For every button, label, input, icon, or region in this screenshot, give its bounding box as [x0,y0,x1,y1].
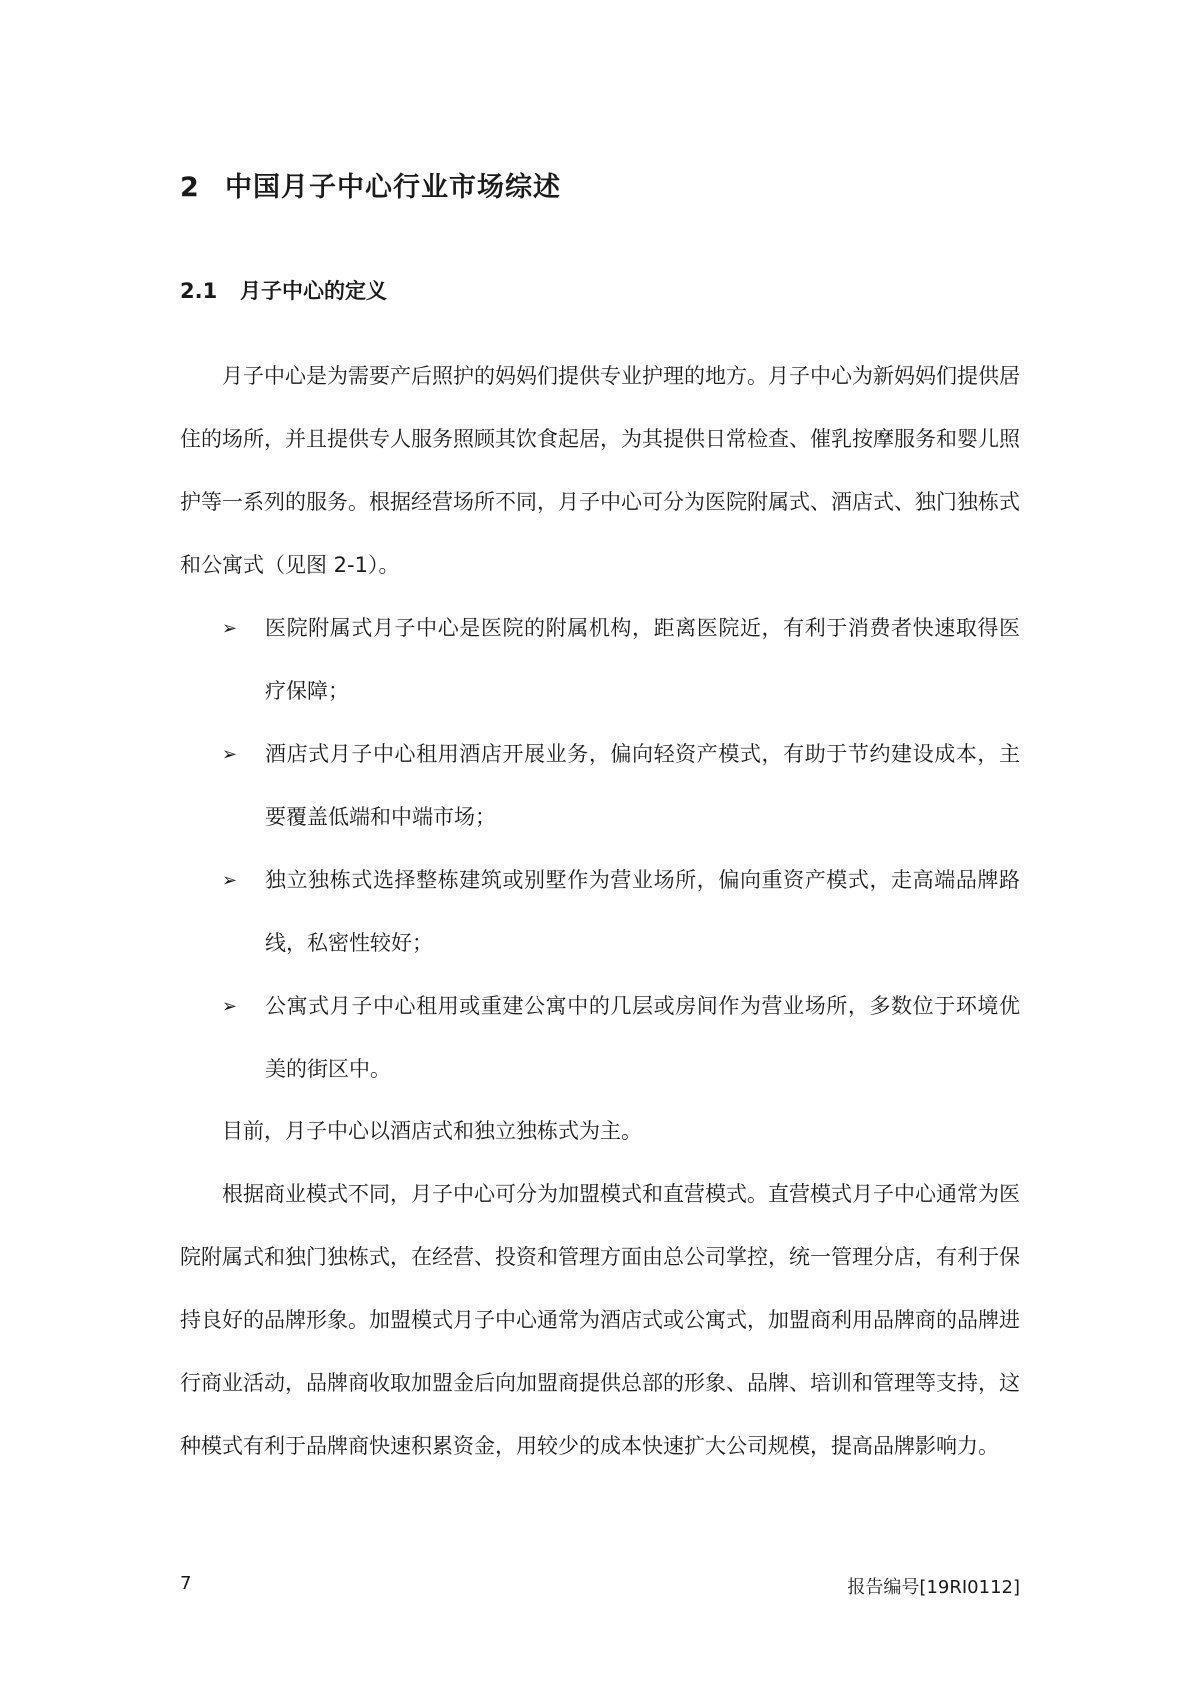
section-title: 中国月子中心行业市场综述 [225,172,561,203]
paragraph-definition: 月子中心是为需要产后照护的妈妈们提供专业护理的地方。月子中心为新妈妈们提供居住的场所，并且提供专人服务照顾其饮食起居，为其提供日常检查、催乳按摩服务和婴儿照护等一系列的服务。根据经营场所不同，月子中心可分为医院附属式、酒店式、独门独栋式和公寓式（见图 2-1）。 [180,364,1020,577]
list-item [180,975,1020,1101]
list-item [180,597,1020,723]
section-number: 2 [180,172,200,203]
section-heading [180,165,561,204]
arrow-bullet-icon: ➢ [222,996,238,1017]
page-number: 7 [180,1573,192,1594]
arrow-bullet-icon: ➢ [222,744,238,765]
list-item-text: 独立独栋式选择整栋建筑或别墅作为营业场所，偏向重资产模式，走高端品牌路线，私密性较好； [265,868,1020,955]
list-item-text: 酒店式月子中心租用酒店开展业务，偏向轻资产模式，有助于节约建设成本，主要覆盖低端和中端市场； [265,742,1020,829]
list-item-text: 医院附属式月子中心是医院的附属机构，距离医院近，有利于消费者快速取得医疗保障； [265,616,1020,703]
paragraph-business-model: 根据商业模式不同，月子中心可分为加盟模式和直营模式。直营模式月子中心通常为医院附属式和独门独栋式，在经营、投资和管理方面由总公司掌控，统一管理分店，有利于保持良好的品牌形象。加盟模式月子中心通常为酒店式或公寓式，加盟商利用品牌商的品牌进行商业活动，品牌商收取加盟金后向加盟商提供总部的形象、品牌、培训和管理等支持，这种模式有利于品牌商快速积累资金，用较少的成本快速扩大公司规模，提高品牌影响力。 [180,1182,1020,1458]
bullet-list [180,597,1020,1101]
list-item [180,849,1020,975]
paragraph-current-status: 目前，月子中心以酒店式和独立独栋式为主。 [222,1119,642,1143]
subsection-number: 2.1 [180,279,218,303]
report-id: 报告编号[19RI0112] [847,1577,1020,1598]
arrow-bullet-icon: ➢ [222,618,238,639]
list-item [180,723,1020,849]
arrow-bullet-icon: ➢ [222,870,238,891]
subsection-title: 月子中心的定义 [240,279,387,303]
list-item-text: 公寓式月子中心租用或重建公寓中的几层或房间作为营业场所，多数位于环境优美的街区中。 [265,994,1020,1081]
subsection-heading [180,275,387,305]
